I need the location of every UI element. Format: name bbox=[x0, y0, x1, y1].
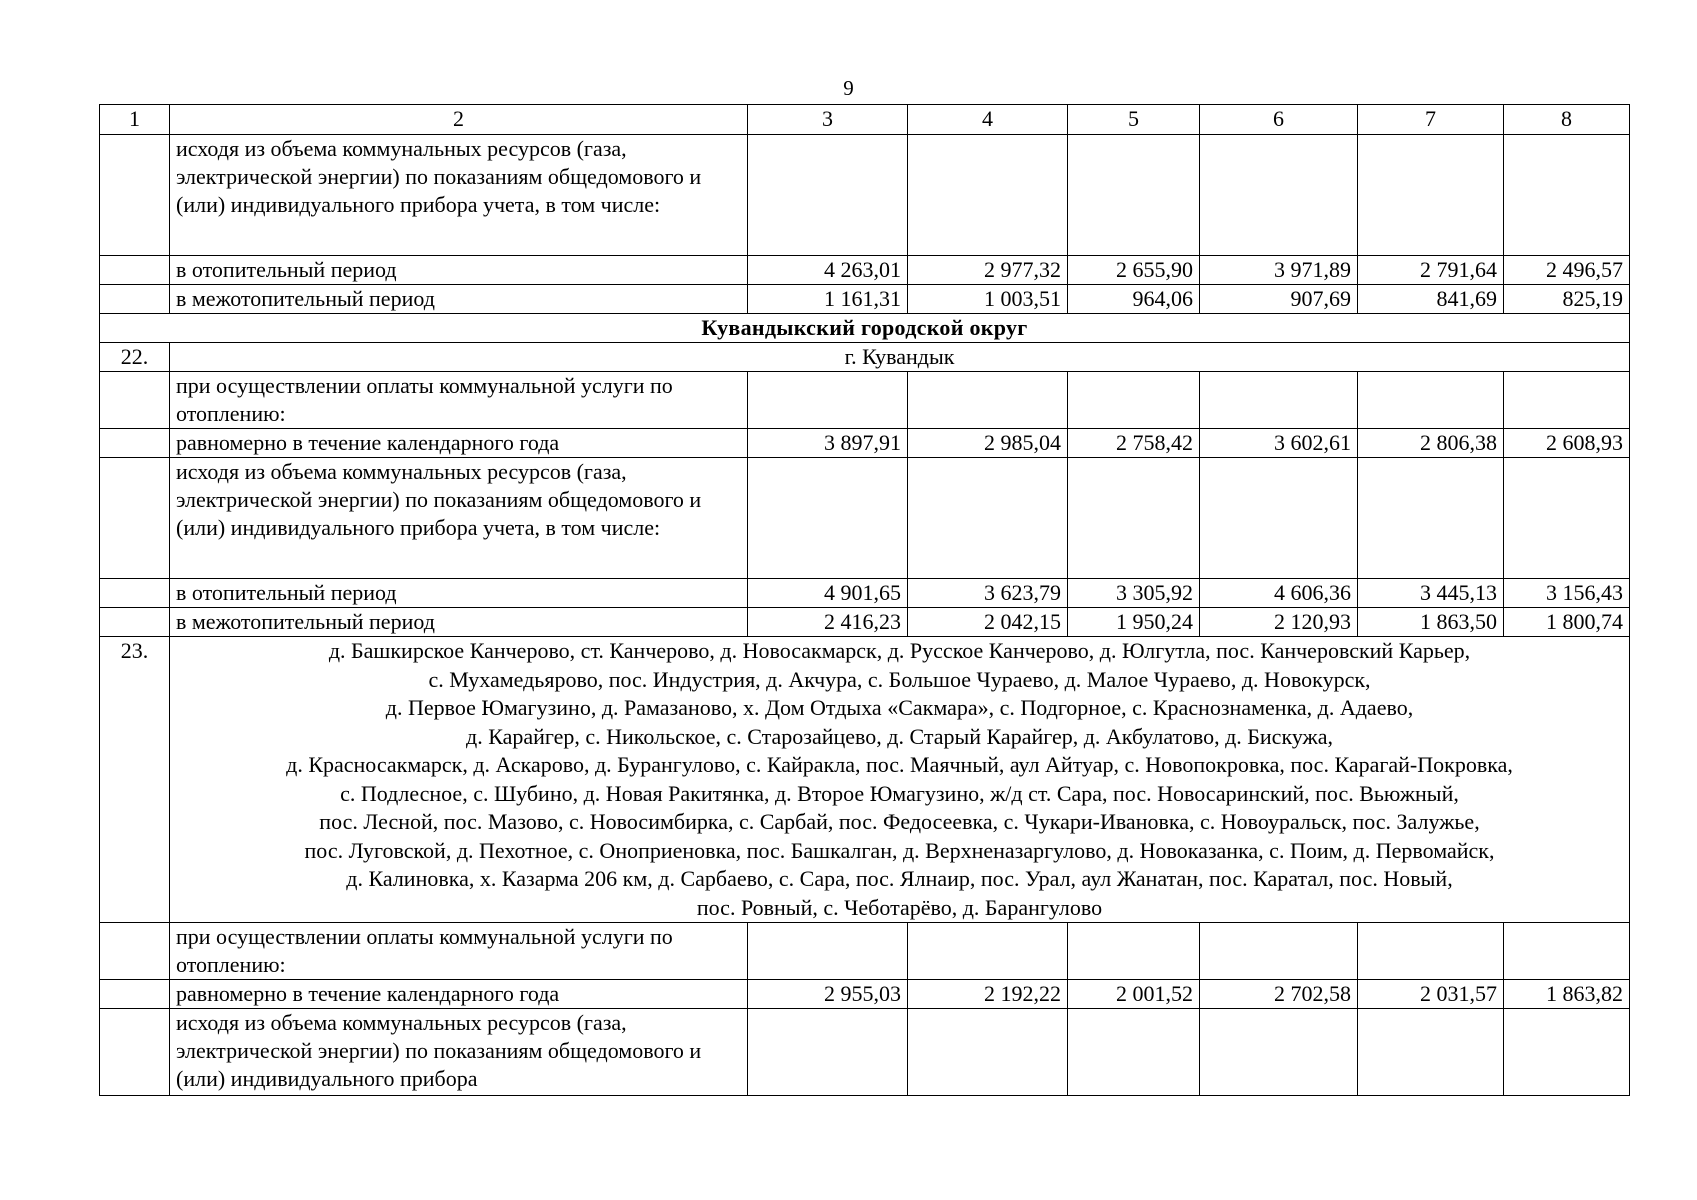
table-row bbox=[100, 372, 1630, 429]
value-cell: 1 800,74 bbox=[1504, 608, 1630, 637]
header-cell: 1 bbox=[100, 105, 170, 135]
value-cell: 3 602,61 bbox=[1200, 429, 1358, 458]
row-label: равномерно в течение календарного года bbox=[170, 980, 748, 1009]
row-label: в межотопительный период bbox=[170, 285, 748, 314]
header-cell: 3 bbox=[748, 105, 908, 135]
settlement-line: д. Первое Юмагузино, д. Рамазаново, х. Дом Отдыха «Сакмара», с. Подгорное, с. Краснознаменка, д. Адаево, bbox=[385, 695, 1414, 720]
value-cell: 2 791,64 bbox=[1358, 256, 1504, 285]
settlement-line: д. Калиновка, х. Казарма 206 км, д. Сарбаево, с. Сара, пос. Ялнаир, пос. Урал, аул Жанатан, пос. Каратал, пос. Новый, bbox=[346, 866, 1453, 891]
settlement-line: д. Красносакмарск, д. Аскарово, д. Бурангулово, с. Кайракла, пос. Маячный, аул Айтуар, с. Новопокровка, пос. Карагай-Покровка, bbox=[286, 752, 1513, 777]
header-cell: 5 bbox=[1068, 105, 1200, 135]
value-cell: 2 496,57 bbox=[1504, 256, 1630, 285]
value-cell: 1 161,31 bbox=[748, 285, 908, 314]
value-cell: 964,06 bbox=[1068, 285, 1200, 314]
header-cell: 4 bbox=[908, 105, 1068, 135]
value-cell: 3 305,92 bbox=[1068, 579, 1200, 608]
value-cell: 907,69 bbox=[1200, 285, 1358, 314]
table-row bbox=[100, 608, 1630, 637]
header-cell: 7 bbox=[1358, 105, 1504, 135]
value-cell: 2 985,04 bbox=[908, 429, 1068, 458]
settlement-line: с. Подлесное, с. Шубино, д. Новая Ракитянка, д. Второе Юмагузино, ж/д ст. Сара, пос. Новосаринский, пос. Вьюжный, bbox=[340, 780, 1459, 806]
value-cell: 2 758,42 bbox=[1068, 429, 1200, 458]
table-row bbox=[100, 458, 1630, 579]
table-row bbox=[100, 429, 1630, 458]
region-heading: Кувандыкский городской округ bbox=[100, 314, 1630, 343]
row-label: равномерно в течение календарного года bbox=[170, 429, 748, 458]
table-row bbox=[100, 256, 1630, 285]
settlement-row bbox=[100, 637, 1630, 923]
row-label: при осуществлении оплаты коммунальной услуги по отоплению: bbox=[170, 923, 748, 980]
table-row bbox=[100, 135, 1630, 256]
row-label: в отопительный период bbox=[170, 256, 748, 285]
value-cell: 2 031,57 bbox=[1358, 980, 1504, 1009]
value-cell: 4 901,65 bbox=[748, 579, 908, 608]
table-row bbox=[100, 1009, 1630, 1096]
header-cell: 8 bbox=[1504, 105, 1630, 135]
settlement-line: пос. Ровный, с. Чеботарёво, д. Барангулово bbox=[696, 894, 1103, 920]
item-number: 22. bbox=[100, 343, 170, 372]
header-cell: 2 bbox=[170, 105, 748, 135]
settlement-line: д. Карайгер, с. Никольское, с. Старозайцево, д. Старый Карайгер, д. Акбулатово, д. Бискужа, bbox=[466, 723, 1333, 749]
row-label: в отопительный период bbox=[170, 579, 748, 608]
tariff-table bbox=[99, 104, 1630, 1096]
value-cell: 2 042,15 bbox=[908, 608, 1068, 637]
value-cell: 3 897,91 bbox=[748, 429, 908, 458]
row-label: в межотопительный период bbox=[170, 608, 748, 637]
value-cell: 2 416,23 bbox=[748, 608, 908, 637]
settlement-line: с. Мухамедьярово, пос. Индустрия, д. Акчура, с. Большое Чураево, д. Малое Чураево, д. Новокурск, bbox=[428, 666, 1371, 692]
value-cell: 2 806,38 bbox=[1358, 429, 1504, 458]
value-cell: 4 606,36 bbox=[1200, 579, 1358, 608]
value-cell: 2 702,58 bbox=[1200, 980, 1358, 1009]
value-cell: 2 192,22 bbox=[908, 980, 1068, 1009]
value-cell: 1 863,82 bbox=[1504, 980, 1630, 1009]
region-row bbox=[100, 314, 1630, 343]
settlement-line: д. Башкирское Канчерово, ст. Канчерово, д. Новосакмарск, д. Русское Канчерово, д. Юлгутла, пос. Канчеровский Карьер, bbox=[328, 638, 1471, 663]
value-cell: 841,69 bbox=[1358, 285, 1504, 314]
value-cell: 2 955,03 bbox=[748, 980, 908, 1009]
table-row bbox=[100, 285, 1630, 314]
row-label: исходя из объема коммунальных ресурсов (газа, электрической энергии) по показаниям общедомового и (или) индивидуального прибора учета, в том числе: bbox=[170, 135, 748, 256]
value-cell: 2 120,93 bbox=[1200, 608, 1358, 637]
value-cell: 1 950,24 bbox=[1068, 608, 1200, 637]
page-number: 9 bbox=[843, 76, 854, 100]
value-cell: 2 608,93 bbox=[1504, 429, 1630, 458]
value-cell: 4 263,01 bbox=[748, 256, 908, 285]
table-row bbox=[100, 980, 1630, 1009]
value-cell: 1 863,50 bbox=[1358, 608, 1504, 637]
header-row bbox=[100, 105, 1630, 135]
value-cell: 825,19 bbox=[1504, 285, 1630, 314]
settlement-line: пос. Луговской, д. Пехотное, с. Оноприеновка, пос. Башкалган, д. Верхненазаргулово, д. Новоказанка, с. Поим, д. Первомайск, bbox=[304, 837, 1495, 863]
table-row bbox=[100, 579, 1630, 608]
value-cell: 2 655,90 bbox=[1068, 256, 1200, 285]
table-row bbox=[100, 923, 1630, 980]
value-cell: 3 623,79 bbox=[908, 579, 1068, 608]
row-label: исходя из объема коммунальных ресурсов (газа, электрической энергии) по показаниям общедомового и (или) индивидуального прибора bbox=[170, 1009, 748, 1096]
value-cell: 1 003,51 bbox=[908, 285, 1068, 314]
value-cell: 3 156,43 bbox=[1504, 579, 1630, 608]
value-cell: 3 445,13 bbox=[1358, 579, 1504, 608]
settlement-row bbox=[100, 343, 1630, 372]
row-label: исходя из объема коммунальных ресурсов (газа, электрической энергии) по показаниям общедомового и (или) индивидуального прибора учета, в том числе: bbox=[170, 458, 748, 579]
value-cell: 2 001,52 bbox=[1068, 980, 1200, 1009]
settlement-list bbox=[170, 637, 1630, 923]
item-number: 23. bbox=[100, 637, 170, 923]
value-cell: 3 971,89 bbox=[1200, 256, 1358, 285]
row-label: при осуществлении оплаты коммунальной услуги по отоплению: bbox=[170, 372, 748, 429]
settlement-line: пос. Лесной, пос. Мазово, с. Новосимбирка, с. Сарбай, пос. Федосеевка, с. Чукари-Ивановка, с. Новоуральск, пос. Залужье, bbox=[319, 809, 1480, 834]
value-cell: 2 977,32 bbox=[908, 256, 1068, 285]
header-cell: 6 bbox=[1200, 105, 1358, 135]
settlement-name: г. Кувандык bbox=[170, 343, 1630, 372]
